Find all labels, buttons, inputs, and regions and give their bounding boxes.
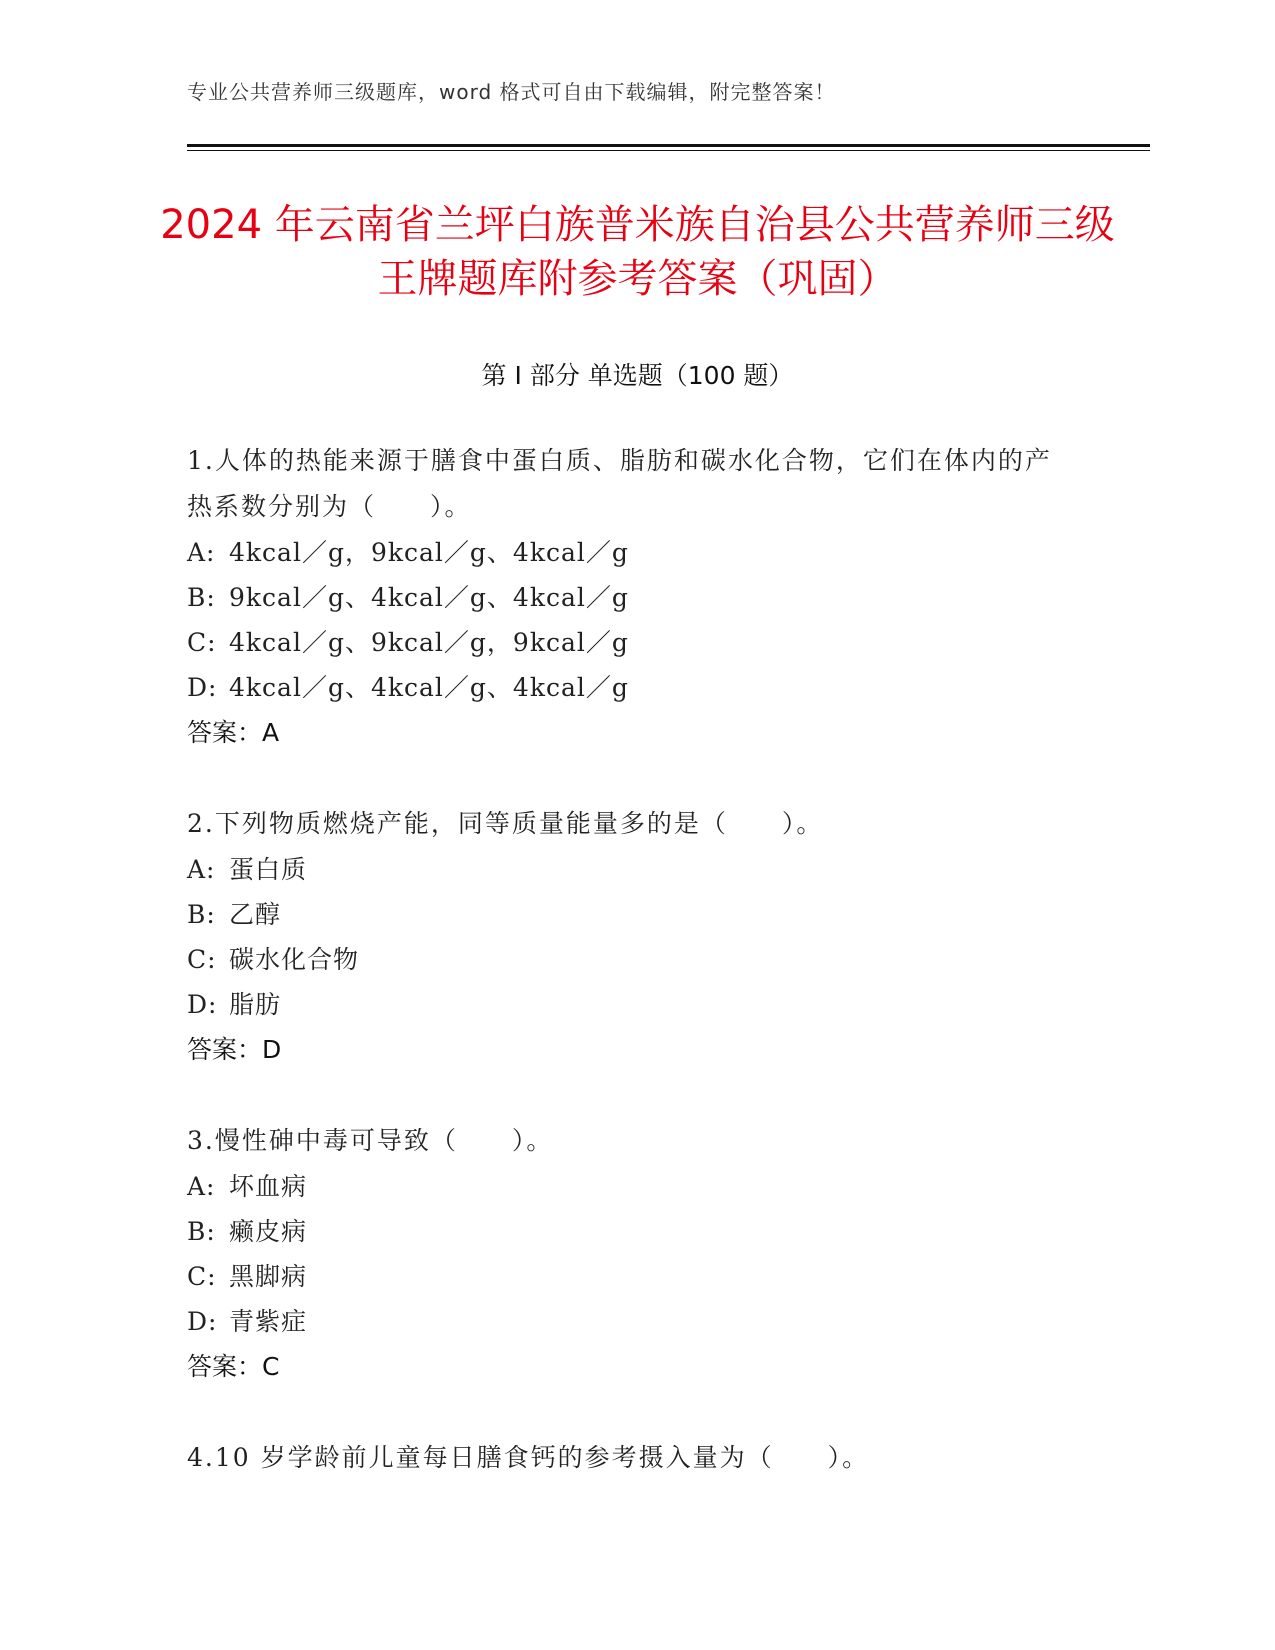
header-divider-thin — [187, 150, 1150, 151]
option-letter: C: — [187, 945, 217, 974]
question-3 — [187, 1118, 1077, 1390]
option-letter: A: — [187, 855, 216, 884]
option-letter: C: — [187, 628, 217, 657]
question-stem: 2.下列物质燃烧产能，同等质量能量多的是（ ）。 — [187, 809, 824, 838]
answer-value: A — [262, 718, 280, 747]
option-a — [187, 1164, 1077, 1209]
option-b — [187, 1209, 1077, 1254]
question-list — [187, 438, 1077, 1526]
option-text: 黑脚病 — [229, 1262, 308, 1291]
option-c — [187, 620, 1077, 665]
option-d — [187, 982, 1077, 1027]
option-d — [187, 1299, 1077, 1344]
option-d — [187, 665, 1077, 710]
section-title: 第 I 部分 单选题（100 题） — [481, 361, 794, 390]
question-4 — [187, 1435, 1077, 1481]
document-title: 2024 年云南省兰坪白族普米族自治县公共营养师三级王牌题库附参考答案（巩固） — [160, 202, 1115, 302]
option-a — [187, 530, 1077, 575]
answer-value: C — [262, 1352, 280, 1381]
option-c — [187, 1254, 1077, 1299]
header-note: 专业公共营养师三级题库，word 格式可自由下载编辑，附完整答案！ — [187, 80, 836, 104]
option-letter: B: — [187, 900, 216, 929]
option-letter: D: — [187, 990, 218, 1019]
option-text: 脂肪 — [229, 990, 282, 1019]
option-b — [187, 892, 1077, 937]
option-text: 蛋白质 — [229, 855, 308, 884]
answer-line — [187, 710, 1077, 756]
option-text: 碳水化合物 — [229, 945, 360, 974]
option-letter: A: — [187, 1172, 216, 1201]
answer-line — [187, 1344, 1077, 1390]
header-divider-thick — [187, 144, 1150, 147]
answer-label: 答案： — [187, 1352, 263, 1381]
answer-line — [187, 1027, 1077, 1073]
answer-label: 答案： — [187, 1035, 263, 1064]
option-letter: D: — [187, 673, 218, 702]
option-b — [187, 575, 1077, 620]
option-text: 乙醇 — [229, 900, 282, 929]
option-text: 青紫症 — [229, 1307, 308, 1336]
answer-value: D — [262, 1035, 282, 1064]
question-2 — [187, 801, 1077, 1073]
option-letter: C: — [187, 1262, 217, 1291]
option-letter: D: — [187, 1307, 218, 1336]
option-letter: A: — [187, 538, 216, 567]
question-stem: 4.10 岁学龄前儿童每日膳食钙的参考摄入量为（ ）。 — [187, 1443, 870, 1472]
option-c — [187, 937, 1077, 982]
option-text: 4kcal／g，9kcal／g、4kcal／g — [229, 538, 629, 567]
option-text: 9kcal／g、4kcal／g、4kcal／g — [229, 583, 629, 612]
question-1 — [187, 438, 1077, 756]
option-letter: B: — [187, 583, 216, 612]
option-a — [187, 847, 1077, 892]
question-stem: 3.慢性砷中毒可导致（ ）。 — [187, 1126, 554, 1155]
option-text: 4kcal／g、9kcal／g，9kcal／g — [229, 628, 629, 657]
answer-label: 答案： — [187, 718, 263, 747]
question-stem: 1.人体的热能来源于膳食中蛋白质、脂肪和碳水化合物，它们在体内的产热系数分别为（ ）。 — [187, 446, 1052, 521]
option-text: 4kcal／g、4kcal／g、4kcal／g — [229, 673, 629, 702]
option-text: 坏血病 — [229, 1172, 308, 1201]
option-text: 癞皮病 — [229, 1217, 308, 1246]
option-letter: B: — [187, 1217, 216, 1246]
